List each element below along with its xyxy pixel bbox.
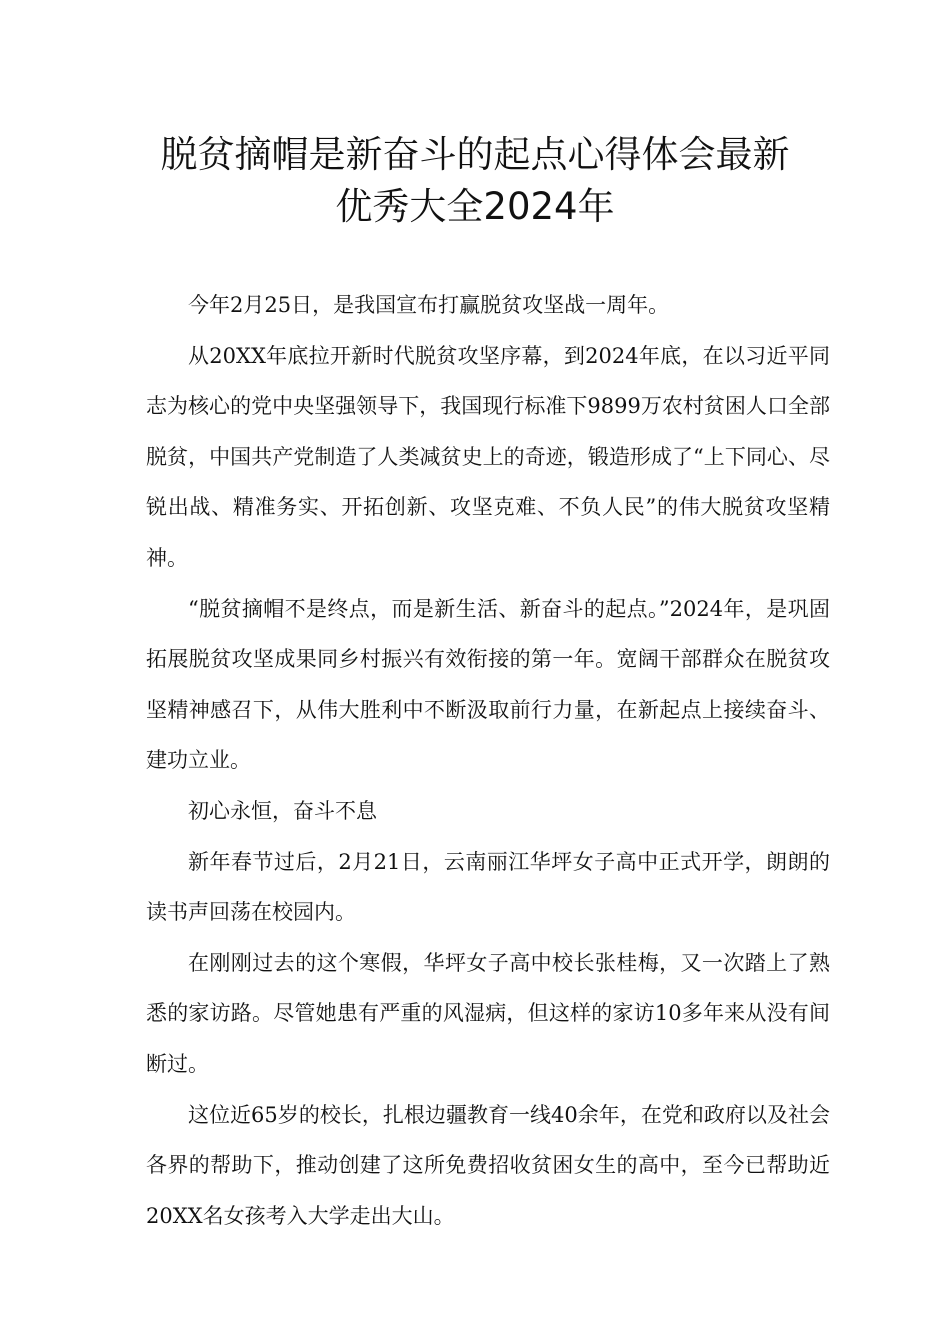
paragraph: 在刚刚过去的这个寒假，华坪女子高中校长张桂梅，又一次踏上了熟悉的家访路。尽管她患有严重的风湿病，但这样的家访10多年来从没有间断过。 [146,950,830,1076]
document-title-line-2: 优秀大全2024年 [335,185,615,228]
paragraph: 新年春节过后，2月21日，云南丽江华坪女子高中正式开学，朗朗的读书声回荡在校园内。 [146,849,830,925]
paragraph: 从20XX年底拉开新时代脱贫攻坚序幕，到2024年底，在以习近平同志为核心的党中央坚强领导下，我国现行标准下9899万农村贫困人口全部脱贫，中国共产党制造了人类减贫史上的奇迹，锻造形成了“上下同心、尽锐出战、精准务实、开拓创新、攻坚克难、不负人民”的伟大脱贫攻坚精神。 [146,343,830,570]
paragraph: “脱贫摘帽不是终点，而是新生活、新奋斗的起点。”2024年，是巩固拓展脱贫攻坚成果同乡村振兴有效衔接的第一年。宽阔干部群众在脱贫攻坚精神感召下，从伟大胜利中不断汲取前行力量，在新起点上接续奋斗、建功立业。 [146,596,830,773]
document-title-line-1: 脱贫摘帽是新奋斗的起点心得体会最新 [160,133,790,176]
section-heading: 初心永恒，奋斗不息 [188,798,377,823]
paragraph: 这位近65岁的校长，扎根边疆教育一线40余年，在党和政府以及社会各界的帮助下，推动创建了这所免费招收贫困女生的高中，至今已帮助近20XX名女孩考入大学走出大山。 [146,1102,830,1228]
document-body [146,280,830,1241]
paragraph: 今年2月25日，是我国宣布打赢脱贫攻坚战一周年。 [188,293,670,317]
